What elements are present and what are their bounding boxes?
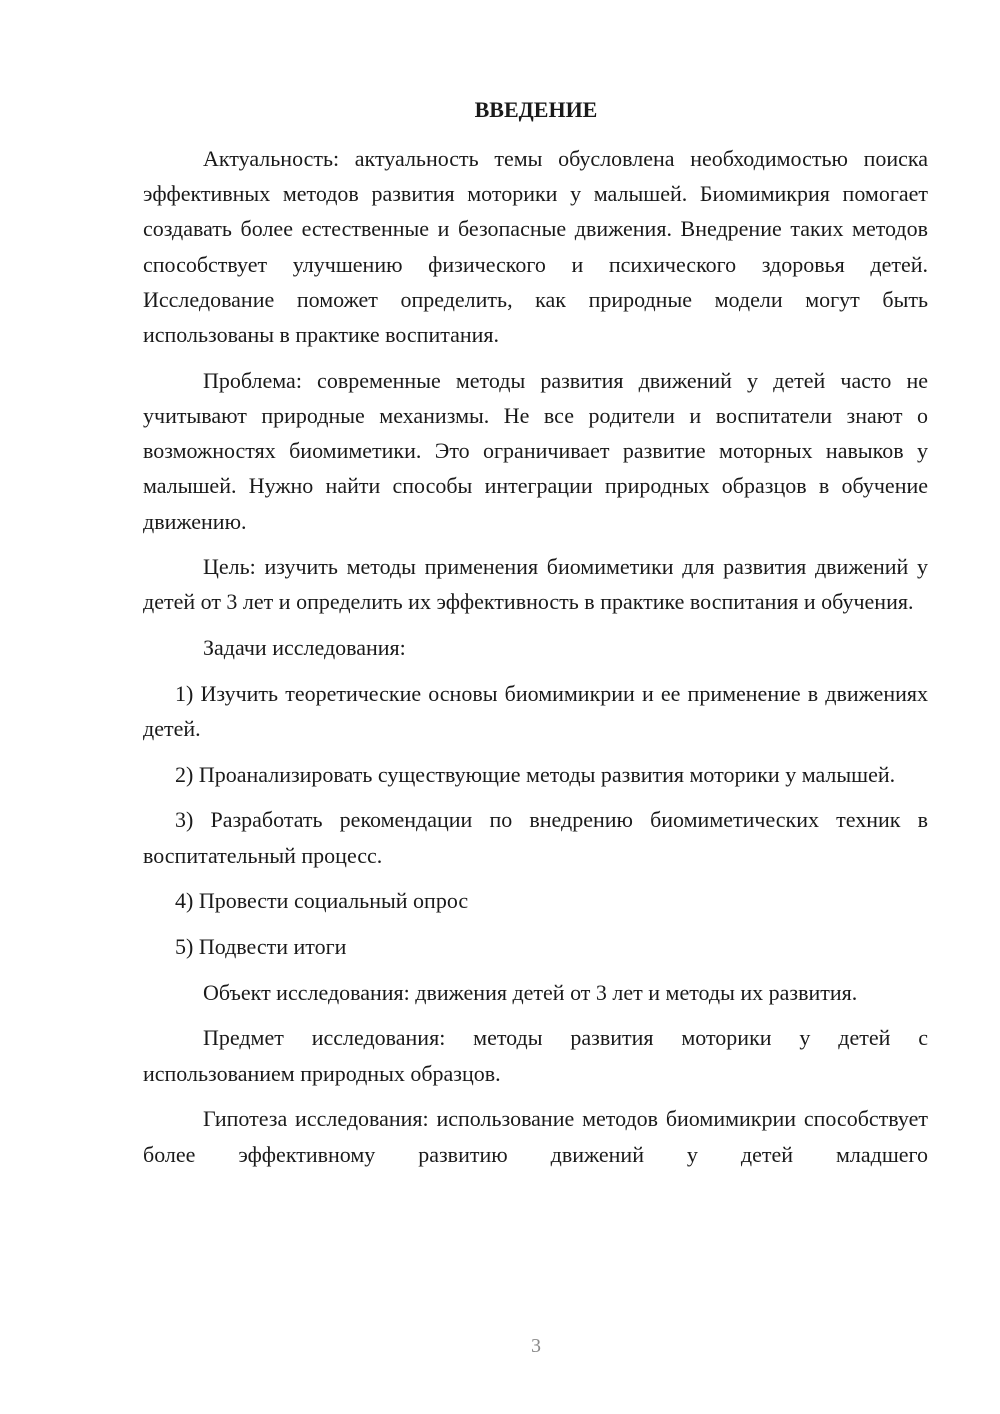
paragraph-hypothesis: Гипотеза исследования: использование методов биомимикрии способствует более эффективному развитию движений у детей младшего <box>143 1106 928 1167</box>
paragraph-object: Объект исследования: движения детей от 3 лет и методы их развития. <box>203 979 858 1005</box>
task-item-2: 2) Проанализировать существующие методы развития моторики у малышей. <box>175 761 896 787</box>
body-text <box>143 141 928 1182</box>
paragraph-subject: Предмет исследования: методы развития моторики у детей с использованием природных образцов. <box>143 1025 928 1086</box>
task-item-1: 1) Изучить теоретические основы биомимикрии и ее применение в движениях детей. <box>143 680 928 742</box>
page-number: 3 <box>531 1335 541 1357</box>
paragraph-relevance: Актуальность: актуальность темы обусловлена необходимостью поиска эффективных методов развития моторики у малышей. Биомимикрия помогает создавать более естественные и безопасные движения. Внедрение таких методов способствует улучшению физического и психического здоровья детей. Исследование поможет определить, как природные модели могут быть использованы в практике воспитания. <box>143 146 928 348</box>
task-item-5: 5) Подвести итоги <box>175 934 347 960</box>
paragraph-goal: Цель: изучить методы применения биомиметики для развития движений у детей от 3 лет и определить их эффективность в практике воспитания и обучения. <box>143 554 928 615</box>
task-item-4: 4) Провести социальный опрос <box>175 888 469 914</box>
tasks-heading: Задачи исследования: <box>203 635 406 661</box>
task-item-3: 3) Разработать рекомендации по внедрению биомиметических техник в воспитательный процесс. <box>143 807 928 868</box>
paragraph-problem: Проблема: современные методы развития движений у детей часто не учитывают природные механизмы. Не все родители и воспитатели знают о возможностях биомиметики. Это ограничивает развитие моторных навыков у малышей. Нужно найти способы интеграции природных образцов в обучение движению. <box>143 367 928 534</box>
page-title: ВВЕДЕНИЕ <box>474 97 598 122</box>
